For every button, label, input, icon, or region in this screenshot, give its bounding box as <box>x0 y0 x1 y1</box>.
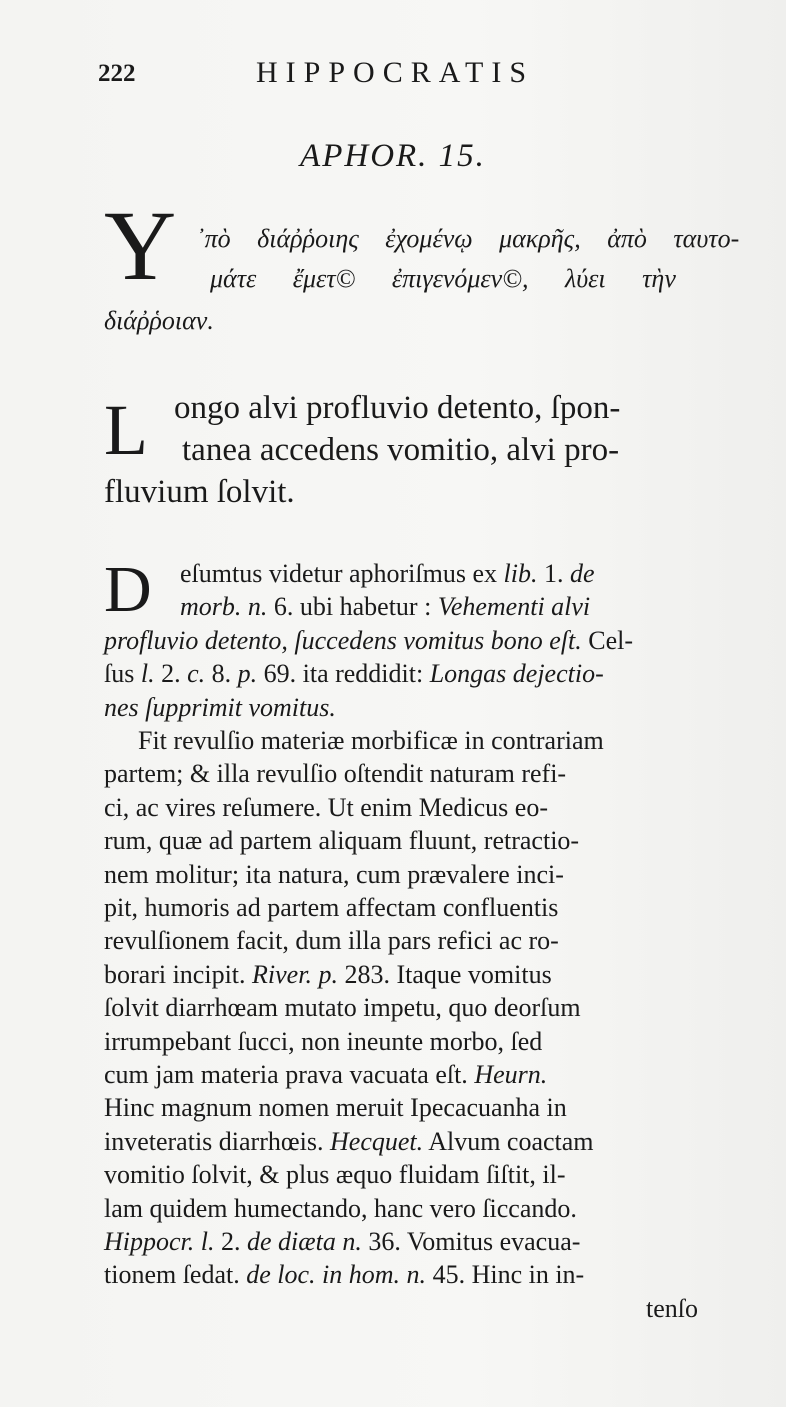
text-segment: cum jam materia prava vacuata eſt. <box>104 1060 475 1089</box>
text-segment: 36. Vomitus evacua- <box>361 1227 581 1256</box>
greek-line: διάῤῥοιαν. <box>104 306 214 335</box>
text-segment: morb. n. <box>180 592 268 622</box>
text-segment: vomitio ſolvit, & plus æquo fluidam ſiſtit, il- <box>104 1160 566 1190</box>
text-segment: Longas dejectio- <box>429 659 604 689</box>
text-segment: Hecquet. <box>330 1126 424 1156</box>
commentary-line <box>104 928 559 954</box>
latin-drop-initial: L <box>104 390 148 470</box>
greek-drop-initial: Υ <box>104 190 177 301</box>
commentary-line <box>104 1229 580 1255</box>
commentary-line <box>180 561 595 587</box>
commentary-line <box>104 859 564 889</box>
text-segment: 283. Itaque vomitus <box>337 959 552 989</box>
text-segment: tenſo <box>646 1293 698 1323</box>
page-header <box>98 56 738 100</box>
page-number: 222 <box>98 60 136 87</box>
text-segment: de loc. in hom. n. <box>246 1260 427 1290</box>
text-segment: profluvio detento, ſuccedens vomitus bono eſt. <box>104 625 582 655</box>
text-segment: partem; & illa revulſio oſtendit naturam refi- <box>104 759 567 789</box>
text-segment: River. p. <box>252 959 338 989</box>
commentary-drop-initial: D <box>104 553 152 626</box>
text-segment: c. <box>187 659 206 689</box>
greek-line: μάτε ἔμετ© ἐπιγενόμεν©, λύει τὴν <box>210 264 676 293</box>
text-segment: Hippocr. l. <box>104 1227 215 1256</box>
latin-line: fluvium ſolvit. <box>104 474 295 510</box>
latin-line: tanea accedens vomitio, alvi pro- <box>182 432 620 468</box>
text-segment: revulſionem facit, dum illa pars refici ac ro- <box>104 926 559 956</box>
text-segment: ſus <box>104 659 141 689</box>
latin-translation <box>104 388 744 508</box>
text-segment: lib. <box>503 559 538 588</box>
text-segment: de <box>569 559 595 588</box>
text-segment: inveteratis diarrhœis. <box>104 1126 330 1156</box>
page-margin <box>786 0 800 1407</box>
commentary-line <box>104 1126 594 1156</box>
text-segment: borari incipit. <box>104 959 253 989</box>
text-segment: de diæta n. <box>247 1227 362 1256</box>
text-segment: rum, quæ ad partem aliquam fluunt, retractio- <box>104 826 580 856</box>
commentary-line <box>104 828 579 854</box>
greek-line: ᾿πὸ διάῤῥοιης ἐχομένῳ μακρῆς, ἀπὸ ταυτο- <box>196 224 740 253</box>
commentary-line <box>104 959 552 989</box>
text-segment: 8. <box>205 659 238 689</box>
latin-line: ongo alvi profluvio detento, ſpon- <box>174 390 621 426</box>
text-segment: Alvum coactam <box>423 1126 594 1156</box>
text-segment: ci, ac vires reſumere. Ut enim Medicus eo- <box>104 792 548 822</box>
text-segment: nem molitur; ita natura, cum prævalere inci- <box>104 859 564 889</box>
commentary-line <box>646 1293 698 1323</box>
commentary-line <box>104 625 634 655</box>
text-segment: lam quidem humectando, hanc vero ſiccando. <box>104 1193 577 1223</box>
text-segment: eſumtus videtur aphoriſmus ex <box>180 559 504 588</box>
text-segment: 6. ubi habetur : <box>267 592 438 622</box>
text-segment: 2. <box>214 1227 247 1256</box>
text-segment: 69. ita reddidit: <box>257 659 430 689</box>
commentary-line <box>104 995 581 1021</box>
text-segment: Heurn. <box>474 1060 548 1089</box>
text-segment: 45. Hinc in in- <box>426 1260 585 1290</box>
text-segment: 2. <box>154 659 188 689</box>
text-segment: 1. <box>537 559 570 588</box>
commentary-line <box>180 594 590 620</box>
commentary-line <box>104 1193 577 1223</box>
commentary-line <box>104 661 604 687</box>
commentary-line <box>104 761 566 787</box>
text-segment: pit, humoris ad partem affectam confluentis <box>104 893 559 922</box>
text-segment: l. <box>140 659 155 689</box>
running-head: HIPPOCRATIS <box>256 56 535 89</box>
text-segment: irrumpebant ſucci, non ineunte morbo, ſed <box>104 1026 543 1056</box>
commentary-line <box>104 692 336 722</box>
greek-aphorism <box>104 190 744 342</box>
commentary-line <box>138 728 604 754</box>
text-segment: nes ſupprimit vomitus. <box>104 692 336 722</box>
text-segment: Hinc magnum nomen meruit Ipecacuanha in <box>104 1093 567 1123</box>
text-segment: Cel- <box>581 625 634 655</box>
commentary-line <box>104 895 558 921</box>
commentary-line <box>104 1026 543 1056</box>
commentary-line <box>104 792 548 822</box>
commentary-line <box>104 1095 567 1121</box>
text-segment: Fit revulſio materiæ morbificæ in contrariam <box>138 726 604 755</box>
text-segment: tionem ſedat. <box>104 1260 247 1290</box>
aphorism-heading: APHOR. 15. <box>300 138 486 174</box>
commentary-line <box>104 1062 547 1088</box>
text-segment: ſolvit diarrhœam mutato impetu, quo deorſum <box>104 993 581 1023</box>
commentary-line <box>104 1162 566 1188</box>
text-segment: Vehementi alvi <box>437 592 591 622</box>
text-segment: p. <box>237 659 258 689</box>
commentary-line <box>104 1262 584 1288</box>
